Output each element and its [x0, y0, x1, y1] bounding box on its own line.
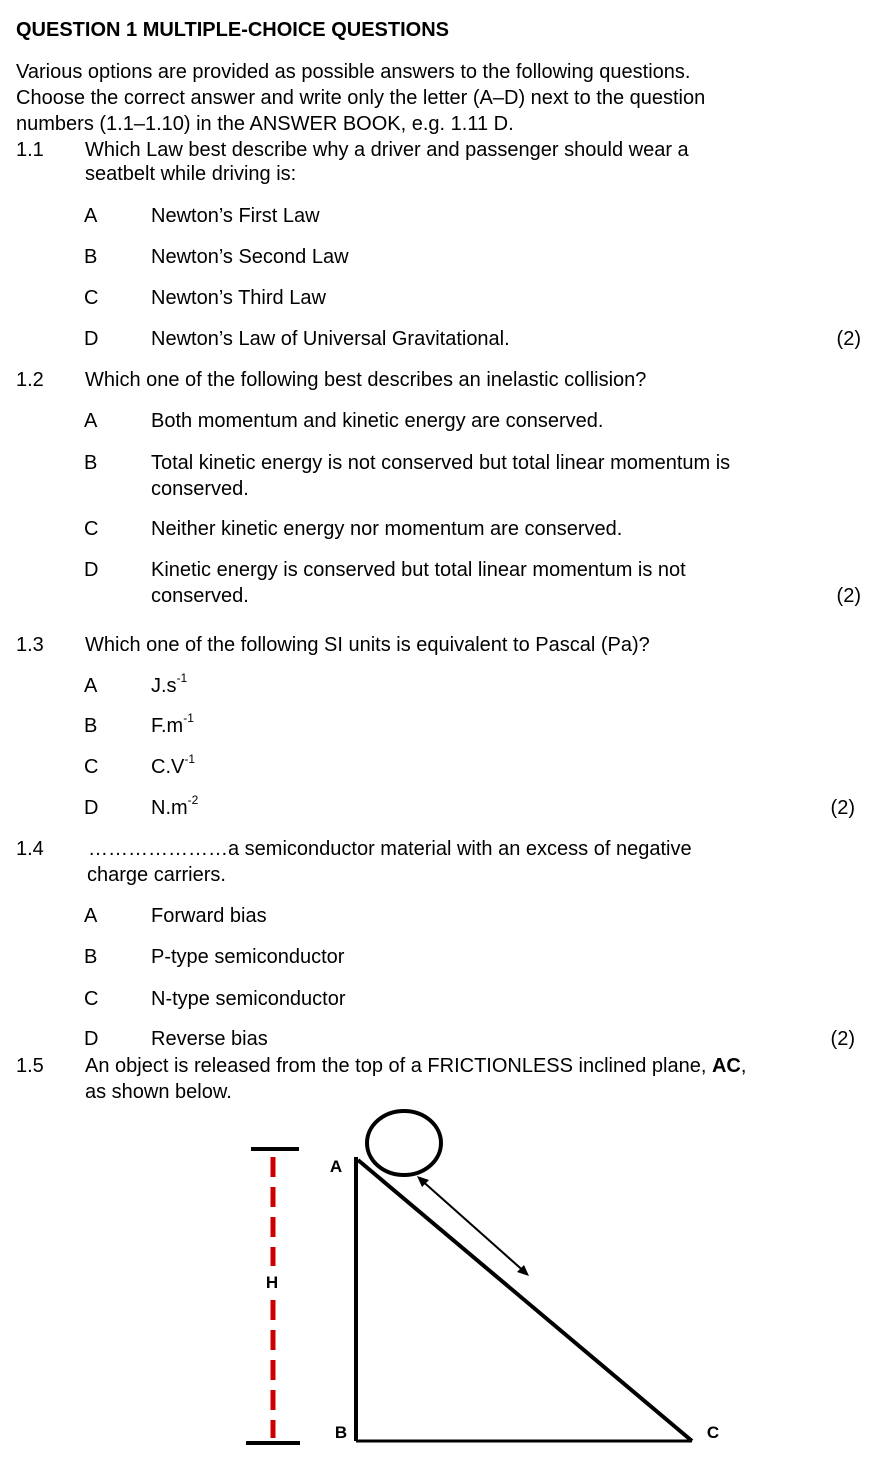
- option-letter: C: [84, 518, 99, 540]
- option-text: Kinetic energy is conserved but total linear momentum is not: [151, 559, 686, 581]
- unit-exponent: -2: [187, 793, 199, 808]
- option-text: Total kinetic energy is not conserved but total linear momentum is: [151, 452, 731, 474]
- option-letter: B: [84, 715, 98, 737]
- plane-label-ac: AC: [711, 1055, 741, 1077]
- question-number: 1.3: [16, 634, 44, 656]
- marks: (2): [830, 1028, 855, 1050]
- option-text: Reverse bias: [151, 1028, 268, 1050]
- option-text: P-type semiconductor: [151, 946, 345, 968]
- option-letter: C: [84, 287, 99, 309]
- option-letter: B: [84, 452, 98, 474]
- option-letter: D: [84, 797, 99, 819]
- option-text: Newton’s Third Law: [151, 287, 326, 309]
- incline-ac: [358, 1160, 692, 1441]
- question-text-main: An object is released from the top of a FRICTIONLESS inclined plane,: [85, 1055, 712, 1077]
- instructions-line-1: Various options are provided as possible answers to the following questions.: [16, 61, 691, 83]
- marks: (2): [830, 797, 855, 819]
- object-ball: [367, 1111, 441, 1175]
- question-number: 1.4: [16, 838, 44, 860]
- option-letter: A: [84, 905, 98, 927]
- option-letter: A: [84, 675, 98, 697]
- instructions-line-3-main: numbers (1.1–1.10) in the ANSWER BOOK: [16, 113, 401, 135]
- option-text-continued: conserved.: [151, 478, 249, 500]
- point-a-label: A: [329, 1157, 343, 1176]
- marks: (2): [836, 585, 861, 607]
- option-letter: A: [84, 205, 98, 227]
- section-title: QUESTION 1 MULTIPLE-CHOICE QUESTIONS: [16, 19, 449, 41]
- question-text: Which one of the following best describes an inelastic collision?: [85, 369, 647, 391]
- point-b-label: B: [334, 1423, 348, 1442]
- question-text: seatbelt while driving is:: [85, 163, 297, 185]
- option-text: Newton’s Law of Universal Gravitational.: [151, 328, 510, 350]
- question-text: Which one of the following SI units is equivalent to Pascal (Pa)?: [85, 634, 650, 656]
- height-label: H: [265, 1273, 279, 1292]
- question-text: as shown below.: [85, 1081, 232, 1103]
- question-text: charge carriers.: [87, 864, 226, 886]
- question-text-comma: ,: [740, 1055, 747, 1077]
- option-letter: B: [84, 246, 98, 268]
- point-c-label: C: [706, 1423, 720, 1442]
- marks: (2): [836, 328, 861, 350]
- option-text-continued: conserved.: [151, 585, 249, 607]
- option-letter: C: [84, 988, 99, 1010]
- option-letter: A: [84, 410, 98, 432]
- question-number: 1.5: [16, 1055, 44, 1077]
- unit-base: C.V: [151, 756, 185, 778]
- question-number: 1.2: [16, 369, 44, 391]
- unit-exponent: -1: [176, 671, 188, 686]
- option-text: N-type semiconductor: [151, 988, 346, 1010]
- question-number: 1.1: [16, 139, 44, 161]
- option-text: Newton’s Second Law: [151, 246, 349, 268]
- instructions-line-2: Choose the correct answer and write only the letter (A–D) next to the question: [16, 87, 706, 109]
- option-text: Both momentum and kinetic energy are conserved.: [151, 410, 604, 432]
- option-letter: D: [84, 328, 99, 350]
- option-text: Forward bias: [151, 905, 267, 927]
- option-letter: D: [84, 1028, 99, 1050]
- option-letter: C: [84, 756, 99, 778]
- option-text: Neither kinetic energy nor momentum are conserved.: [151, 518, 623, 540]
- option-letter: B: [84, 946, 98, 968]
- question-text: Which Law best describe why a driver and passenger should wear a: [85, 139, 689, 161]
- unit-base: J.s: [151, 675, 177, 697]
- unit-base: F.m: [151, 715, 184, 737]
- unit-base: N.m: [151, 797, 188, 819]
- option-text: Newton’s First Law: [151, 205, 320, 227]
- instructions-example: , e.g. 1.11 D.: [400, 113, 514, 135]
- option-letter: D: [84, 559, 99, 581]
- question-text: …………………a semiconductor material with an excess of negative: [88, 838, 692, 860]
- unit-exponent: -1: [184, 752, 196, 767]
- unit-exponent: -1: [183, 711, 194, 726]
